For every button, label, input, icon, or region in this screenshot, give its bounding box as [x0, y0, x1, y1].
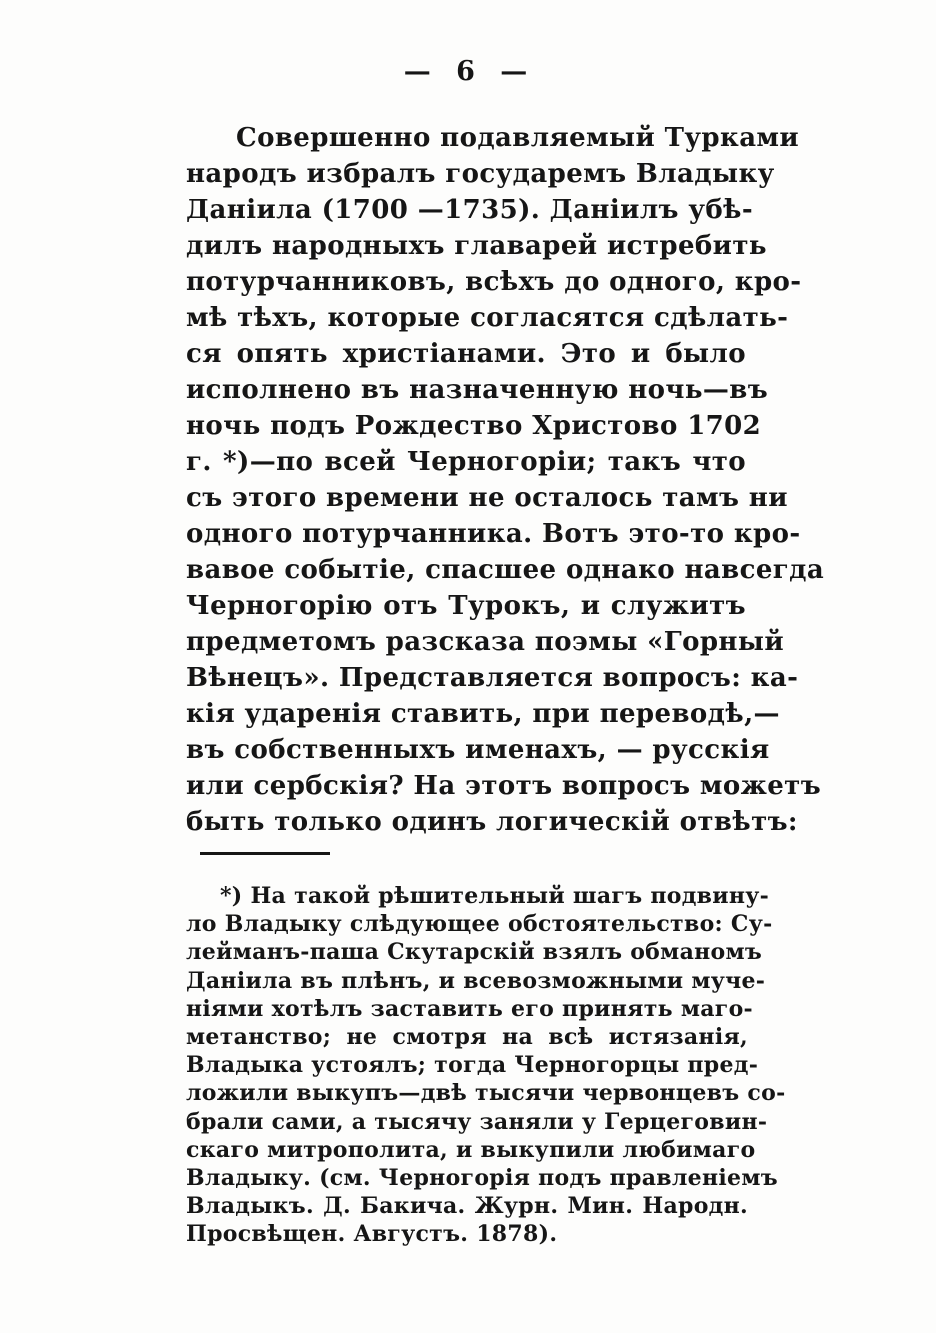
footnote-line: скаго митрополита, и выкупили любимаго [186, 1136, 756, 1163]
body-line: мѣ тѣхъ, которые согласятся сдѣлать- [186, 303, 789, 333]
body-line: въ собственныхъ именахъ, — русскія [186, 735, 770, 765]
footnote-line: Владыка устоялъ; тогда Черногорцы пред- [186, 1052, 759, 1079]
body-line: народъ избралъ государемъ Владыку [186, 159, 775, 189]
footnote-line: Даніила въ плѣнъ, и всевозможными муче- [186, 967, 766, 994]
footnote-line: Просвѣщен. Августъ. 1878). [186, 1221, 558, 1248]
footnote-line: ніями хотѣлъ заставить его принять маго- [186, 995, 753, 1022]
footnote-line: *) На такой рѣшительный шагъ подвину- [220, 883, 770, 909]
body-line: потурчанниковъ, всѣхъ до одного, кро- [186, 267, 802, 297]
footnote-line: Владыкъ. Д. Бакича. Журн. Мин. Народн. [186, 1193, 748, 1220]
body-line: Вѣнецъ». Представляется вопросъ: ка- [186, 663, 799, 693]
body-line: Даніила (1700 —1735). Даніилъ убѣ- [186, 195, 754, 225]
footnote-line: ложили выкупъ—двѣ тысячи червонцевъ со- [186, 1080, 786, 1107]
footnote-line: ло Владыку слѣдующее обстоятельство: Су- [186, 911, 773, 938]
body-line: ся опять христіанами. Это и было [186, 339, 746, 369]
footnote-line: лейманъ-паша Скутарскій взялъ обманомъ [186, 939, 763, 966]
body-line: вавое событіе, спасшее однако навсегда [186, 555, 825, 585]
footnote-text [186, 882, 786, 1248]
main-text [186, 120, 825, 840]
footnote-separator [200, 852, 330, 855]
body-line: съ этого времени не осталось тамъ ни [186, 483, 788, 513]
body-line: кія ударенія ставить, при переводѣ,— [186, 699, 780, 729]
body-line: ночь подъ Рождество Христово 1702 [186, 411, 762, 441]
footnote-line: брали сами, а тысячу заняли у Герцеговин- [186, 1108, 768, 1135]
body-line: исполнено въ назначенную ночь—въ [186, 375, 769, 405]
body-line: или сербскія? На этотъ вопросъ можетъ [186, 771, 822, 801]
body-line: предметомъ разсказа поэмы «Горный [186, 627, 785, 657]
footnote-line: Владыку. (см. Черногорія подъ правленіемъ [186, 1164, 778, 1191]
body-line: Черногорію отъ Турокъ, и служитъ [186, 591, 746, 621]
footnote-line: метанство; не смотря на всѣ истязанія, [186, 1023, 748, 1050]
body-line: быть только одинъ логическій отвѣтъ: [186, 807, 798, 837]
page-number: — 6 — [403, 56, 529, 87]
body-line: дилъ народныхъ главарей истребить [186, 231, 767, 261]
body-line: Совершенно подавляемый Турками [236, 123, 800, 153]
body-line: г. *)—по всей Черногоріи; такъ что [186, 447, 746, 477]
body-line: одного потурчанника. Вотъ это-то кро- [186, 519, 801, 549]
